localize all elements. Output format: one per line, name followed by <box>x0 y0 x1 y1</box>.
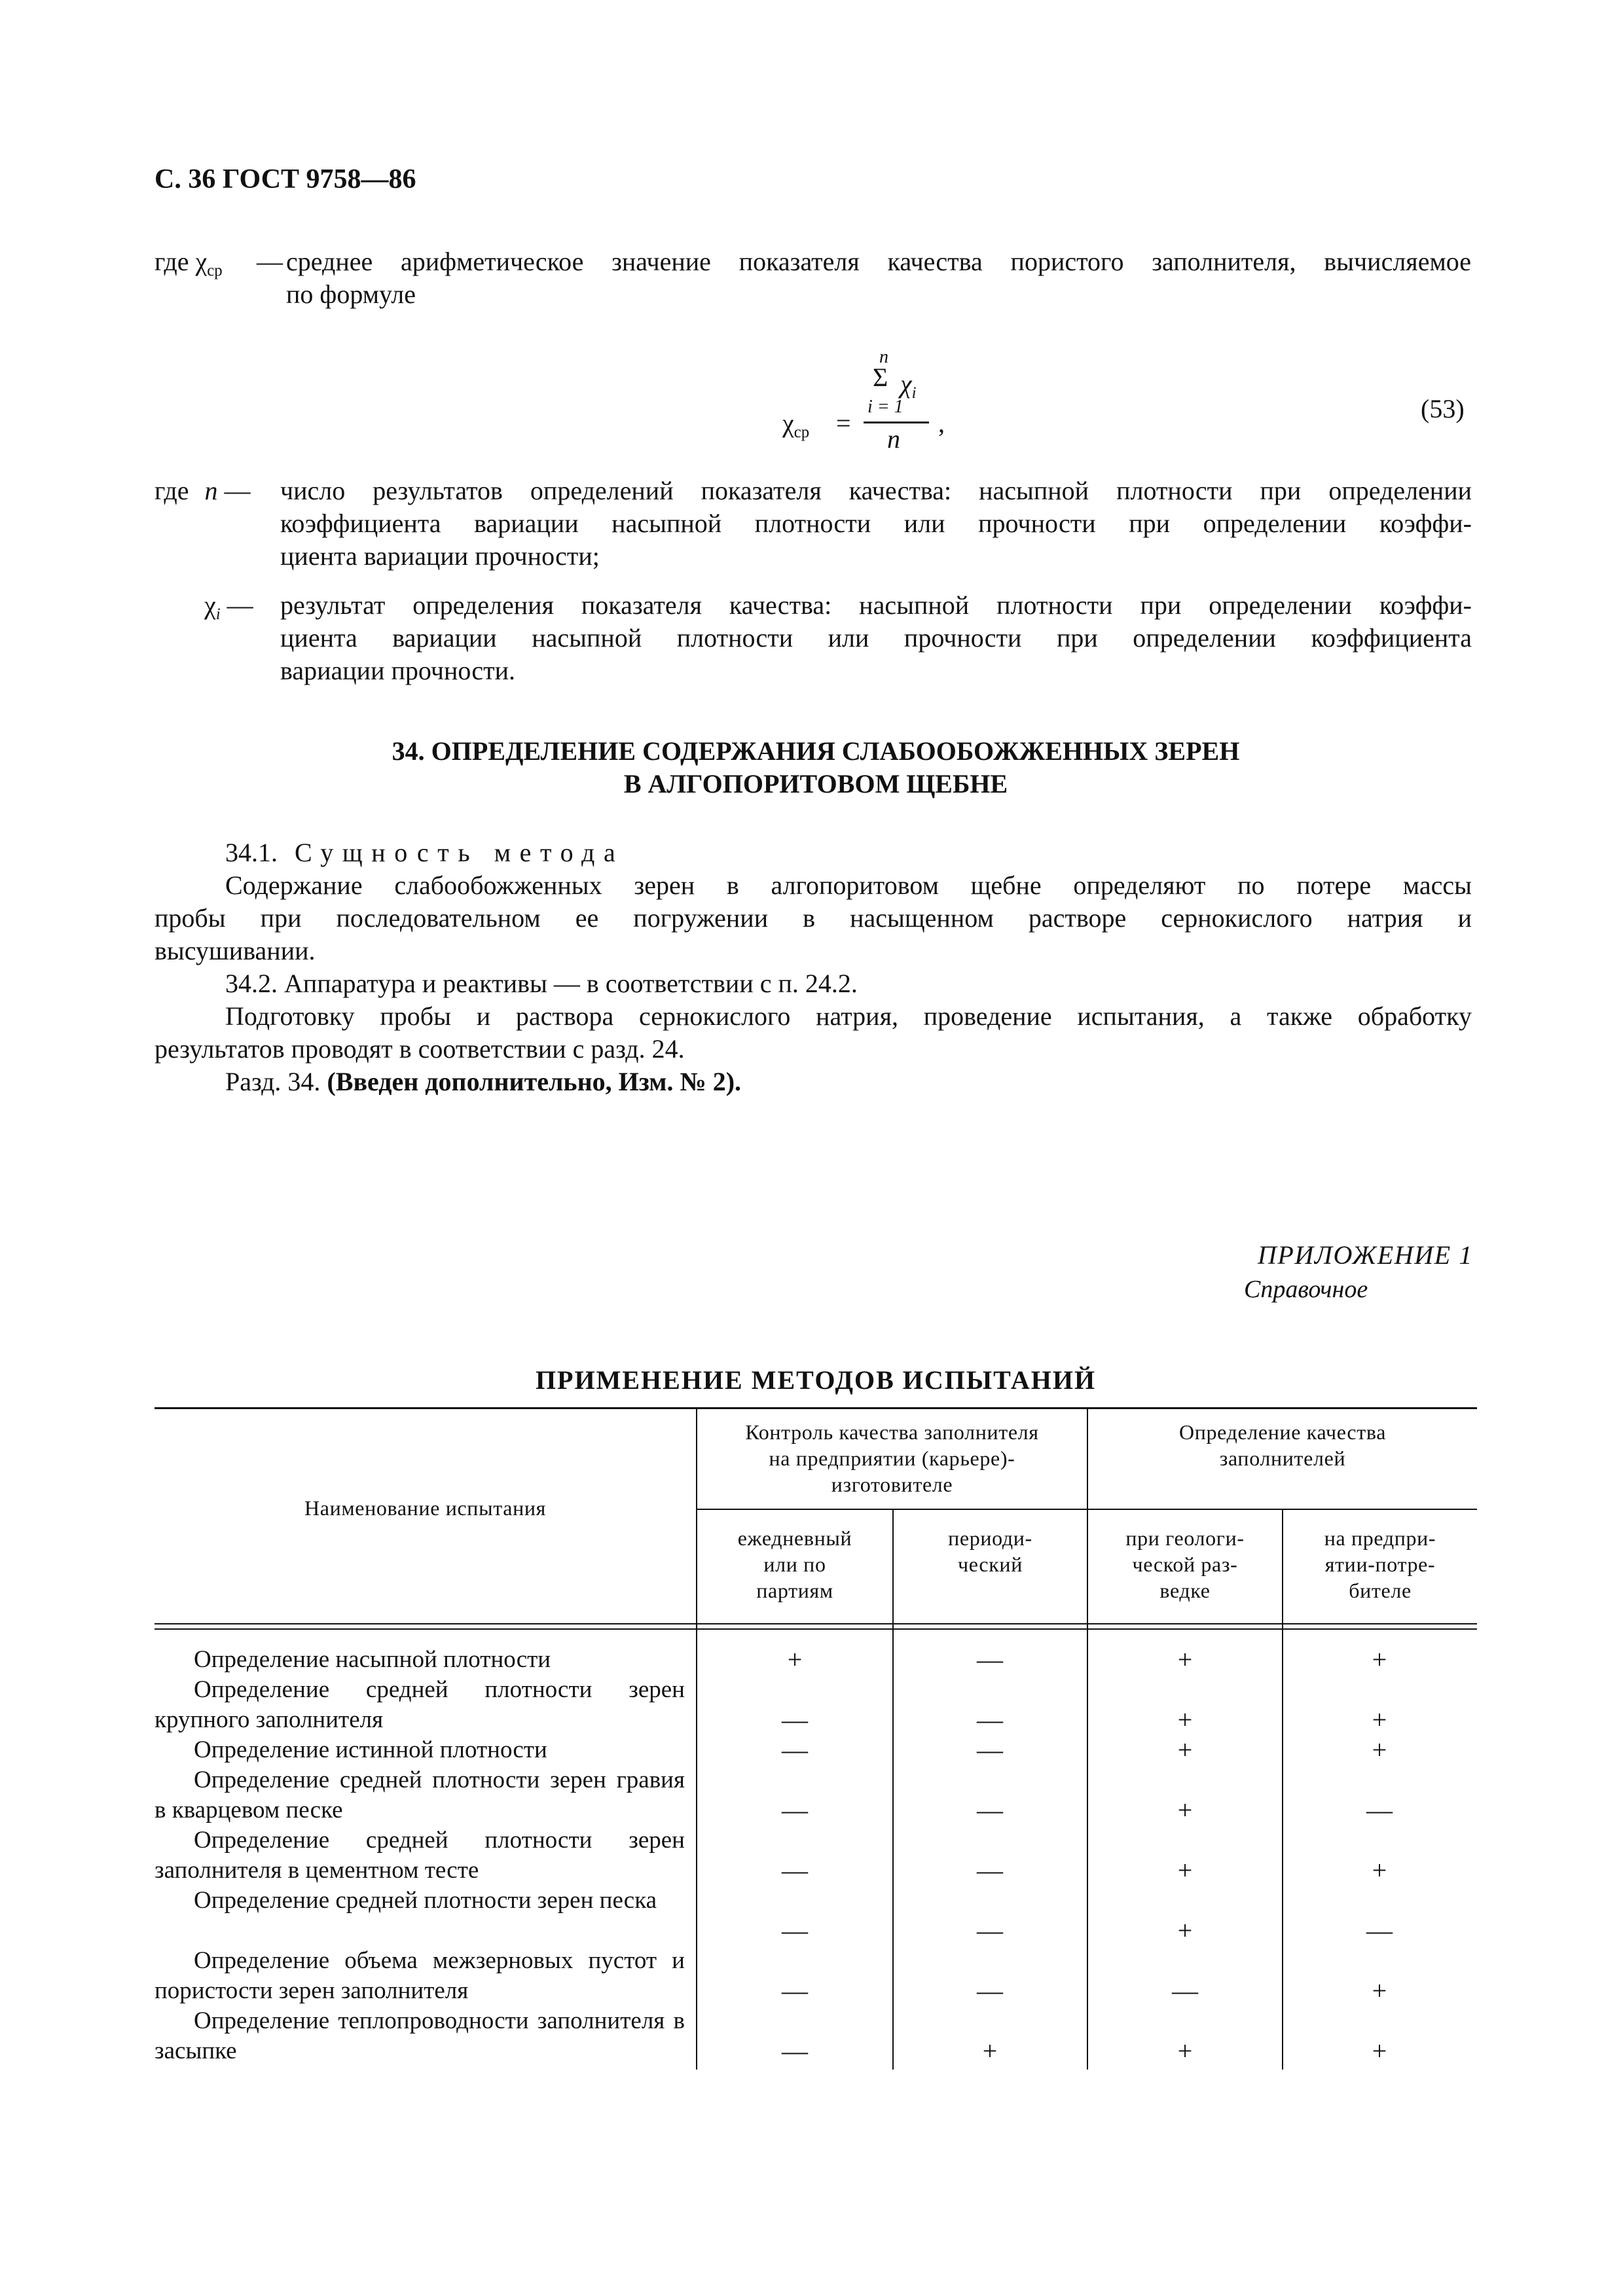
table-cell-mark: + <box>1177 1795 1193 1825</box>
subcol-header-daily <box>697 1525 892 1604</box>
table-row-name: Определение истинной плотности <box>194 1736 547 1763</box>
table-cell-mark: — <box>782 1795 808 1825</box>
table-cell-mark: — <box>782 1705 808 1734</box>
page-header: С. 36 ГОСТ 9758—86 <box>155 164 416 194</box>
table-cell-mark: — <box>782 1856 808 1885</box>
sum-lower-limit: i = 1 <box>867 397 903 417</box>
table-cell-mark: — <box>782 1916 808 1945</box>
subcol-header-consumer-line2: ятии-потре- <box>1324 1552 1436 1576</box>
sum-term-symbol: χ <box>900 369 912 399</box>
table-cell-mark: + <box>1372 1856 1387 1885</box>
subcol-header-consumer-line3: бителе <box>1349 1579 1412 1602</box>
chi-i-symbol: χ <box>204 590 216 620</box>
subcol-header-geology-line3: ведке <box>1159 1579 1211 1602</box>
col-divider-3 <box>1087 1408 1088 2070</box>
para1-line1: Содержание слабообожженных зерен в алгопоритовом щебне определяют по потере массы <box>225 870 1472 900</box>
formula-comma: , <box>938 408 945 438</box>
subcol-header-daily-line2: или по <box>763 1552 826 1576</box>
subcol-header-daily-line1: ежедневный <box>737 1526 852 1550</box>
col-divider-1 <box>696 1408 697 2070</box>
definition-n-line2: коэффициента вариации насыпной плотности или прочности при определении коэффи- <box>280 509 1472 538</box>
sum-upper-limit: n <box>879 347 888 367</box>
subsection-34-1-title: Сущность метода <box>295 838 625 867</box>
formula-lhs-subscript: ср <box>793 423 810 441</box>
group-header-2 <box>1088 1419 1477 1471</box>
subsection-34-2: 34.2. Аппаратура и реактивы — в соответствии с п. 24.2. <box>225 969 858 998</box>
section-title-line2: В АЛГОПОРИТОВОМ ЩЕБНЕ <box>623 769 1008 798</box>
table-cell-mark: + <box>1177 1856 1193 1885</box>
sum-term-subscript: i <box>911 384 917 402</box>
definition-n-line1: число результатов определений показателя качества: насыпной плотности при определении <box>280 476 1472 505</box>
definition-n-line3: циента вариации прочности; <box>280 541 600 571</box>
table-cell-mark: + <box>1177 1916 1193 1945</box>
group-header-2-line1: Определение качества <box>1178 1420 1387 1444</box>
subcol-header-geology-line1: при геологи- <box>1125 1526 1245 1550</box>
section-title-line1: 34. ОПРЕДЕЛЕНИЕ СОДЕРЖАНИЯ СЛАБООБОЖЖЕННЫХ ЗЕРЕН <box>392 736 1240 766</box>
table-cell-mark: — <box>1366 1916 1393 1945</box>
table-cell-mark: + <box>787 1645 803 1674</box>
formula-denominator: n <box>887 424 900 454</box>
table-cell-mark: — <box>977 1856 1003 1885</box>
table-cell-mark: — <box>1172 1976 1198 2005</box>
subcol-header-consumer-line1: на предпри- <box>1324 1526 1436 1550</box>
table-row-name: Определение насыпной плотности <box>194 1646 551 1673</box>
table-cell-mark: — <box>977 1645 1003 1674</box>
subsection-34-1-number: 34.1. <box>225 838 278 867</box>
group-header-1-line3: изготовителе <box>831 1473 953 1496</box>
formula-equals: = <box>836 408 851 438</box>
table-row-name: Определение теплопроводности заполнителя в засыпке <box>155 2007 685 2064</box>
group-header-1 <box>697 1419 1087 1498</box>
table-cell-mark: — <box>977 1976 1003 2005</box>
table-cell-mark: — <box>782 1976 808 2005</box>
group-header-1-line1: Контроль качества заполнителя <box>745 1420 1039 1444</box>
subcol-header-geology <box>1088 1525 1282 1604</box>
n-symbol: n <box>204 476 218 505</box>
table-cell-mark: + <box>1372 1705 1387 1734</box>
table-row-name: Определение средней плотности зерен заполнителя в цементном тесте <box>155 1827 685 1884</box>
definition-dash: — <box>257 247 283 276</box>
table-row-name: Определение средней плотности зерен песка <box>194 1887 657 1914</box>
table-cell-mark: + <box>1372 1976 1387 2005</box>
table-row-name: Определение средней плотности зерен гравия в кварцевом песке <box>155 1767 685 1823</box>
table-cell-mark: — <box>977 1795 1003 1825</box>
table-cell-mark: + <box>1372 1735 1387 1765</box>
definition-chi-i-line2: циента вариации насыпной плотности или прочности при определении коэффициента <box>280 623 1472 653</box>
table-cell-mark: + <box>1177 2036 1193 2066</box>
table-cell-mark: — <box>977 1705 1003 1734</box>
table-cell-mark: + <box>1177 1705 1193 1734</box>
table-cell-mark: — <box>782 2036 808 2066</box>
table-cell-mark: — <box>1366 1795 1393 1825</box>
table-header-rule-2 <box>155 1628 1477 1630</box>
formula-lhs-symbol: χ <box>782 408 794 438</box>
table-cell-mark: + <box>1372 1645 1387 1674</box>
table-cell-mark: — <box>977 1916 1003 1945</box>
para1-line3: высушивании. <box>155 936 316 965</box>
subcol-header-consumer <box>1283 1525 1477 1604</box>
subcol-header-daily-line3: партиям <box>756 1579 833 1602</box>
group-header-1-line2: на предприятии (карьере)- <box>769 1446 1015 1470</box>
definition-dash: — <box>227 590 253 620</box>
definition-chi-i-line3: вариации прочности. <box>280 656 516 685</box>
amendment-bold: (Введен дополнительно, Изм. № 2). <box>327 1067 742 1096</box>
group-header-2-line2: заполнителей <box>1219 1446 1346 1470</box>
table-cell-mark: + <box>1177 1645 1193 1674</box>
appendix-kind: Справочное <box>1244 1276 1368 1303</box>
table-row-name: Определение средней плотности зерен крупного заполнителя <box>155 1676 685 1733</box>
para1-line2: пробы при последовательном ее погружении в насыщенном растворе сернокислого натрия и <box>155 903 1472 933</box>
appendix-label: ПРИЛОЖЕНИЕ 1 <box>1257 1240 1473 1270</box>
definition-chi-i-line1: результат определения показателя качества: насыпной плотности при определении коэффи- <box>280 590 1472 620</box>
table-title: ПРИМЕНЕНИЕ МЕТОДОВ ИСПЫТАНИЙ <box>535 1365 1097 1395</box>
table-cell-mark: — <box>782 1735 808 1765</box>
formula-number: (53) <box>1421 394 1465 423</box>
subcol-header-periodic-line2: ческий <box>958 1552 1023 1576</box>
where-word: где <box>155 247 189 276</box>
chi-i-subscript: i <box>215 605 221 623</box>
para2-line2: результатов проводят в соответствии с разд. 24. <box>155 1034 685 1064</box>
col-header-name: Наименование испытания <box>304 1496 546 1520</box>
col-divider-2 <box>892 1510 894 2070</box>
sum-sign: Σ <box>873 363 888 392</box>
amendment-prefix: Разд. 34. <box>225 1067 321 1096</box>
table-cell-mark: — <box>977 1735 1003 1765</box>
definition-chi-avg-line1: среднее арифметическое значение показателя качества пористого заполнителя, вычисляемое <box>286 247 1471 276</box>
table-row-name: Определение объема межзерновых пустот и пористости зерен заполнителя <box>155 1947 685 2004</box>
subcol-header-periodic <box>894 1525 1087 1577</box>
subcol-header-geology-line2: ческой раз- <box>1132 1552 1238 1576</box>
table-top-rule <box>155 1407 1477 1409</box>
table-cell-mark: + <box>1177 1735 1193 1765</box>
table-cell-mark: + <box>1372 2036 1387 2066</box>
table-header-rule-1 <box>155 1623 1477 1624</box>
table-cell-mark: + <box>982 2036 998 2066</box>
para2-line1: Подготовку пробы и раствора сернокислого натрия, проведение испытания, а также обработку <box>225 1001 1472 1031</box>
definition-chi-avg-line2: по формуле <box>286 279 416 309</box>
chi-subscript: ср <box>207 261 223 279</box>
where-word: где <box>155 476 189 505</box>
definition-dash: — <box>224 476 251 505</box>
subcol-header-periodic-line1: периоди- <box>948 1526 1032 1550</box>
chi-symbol: χ <box>195 247 208 276</box>
